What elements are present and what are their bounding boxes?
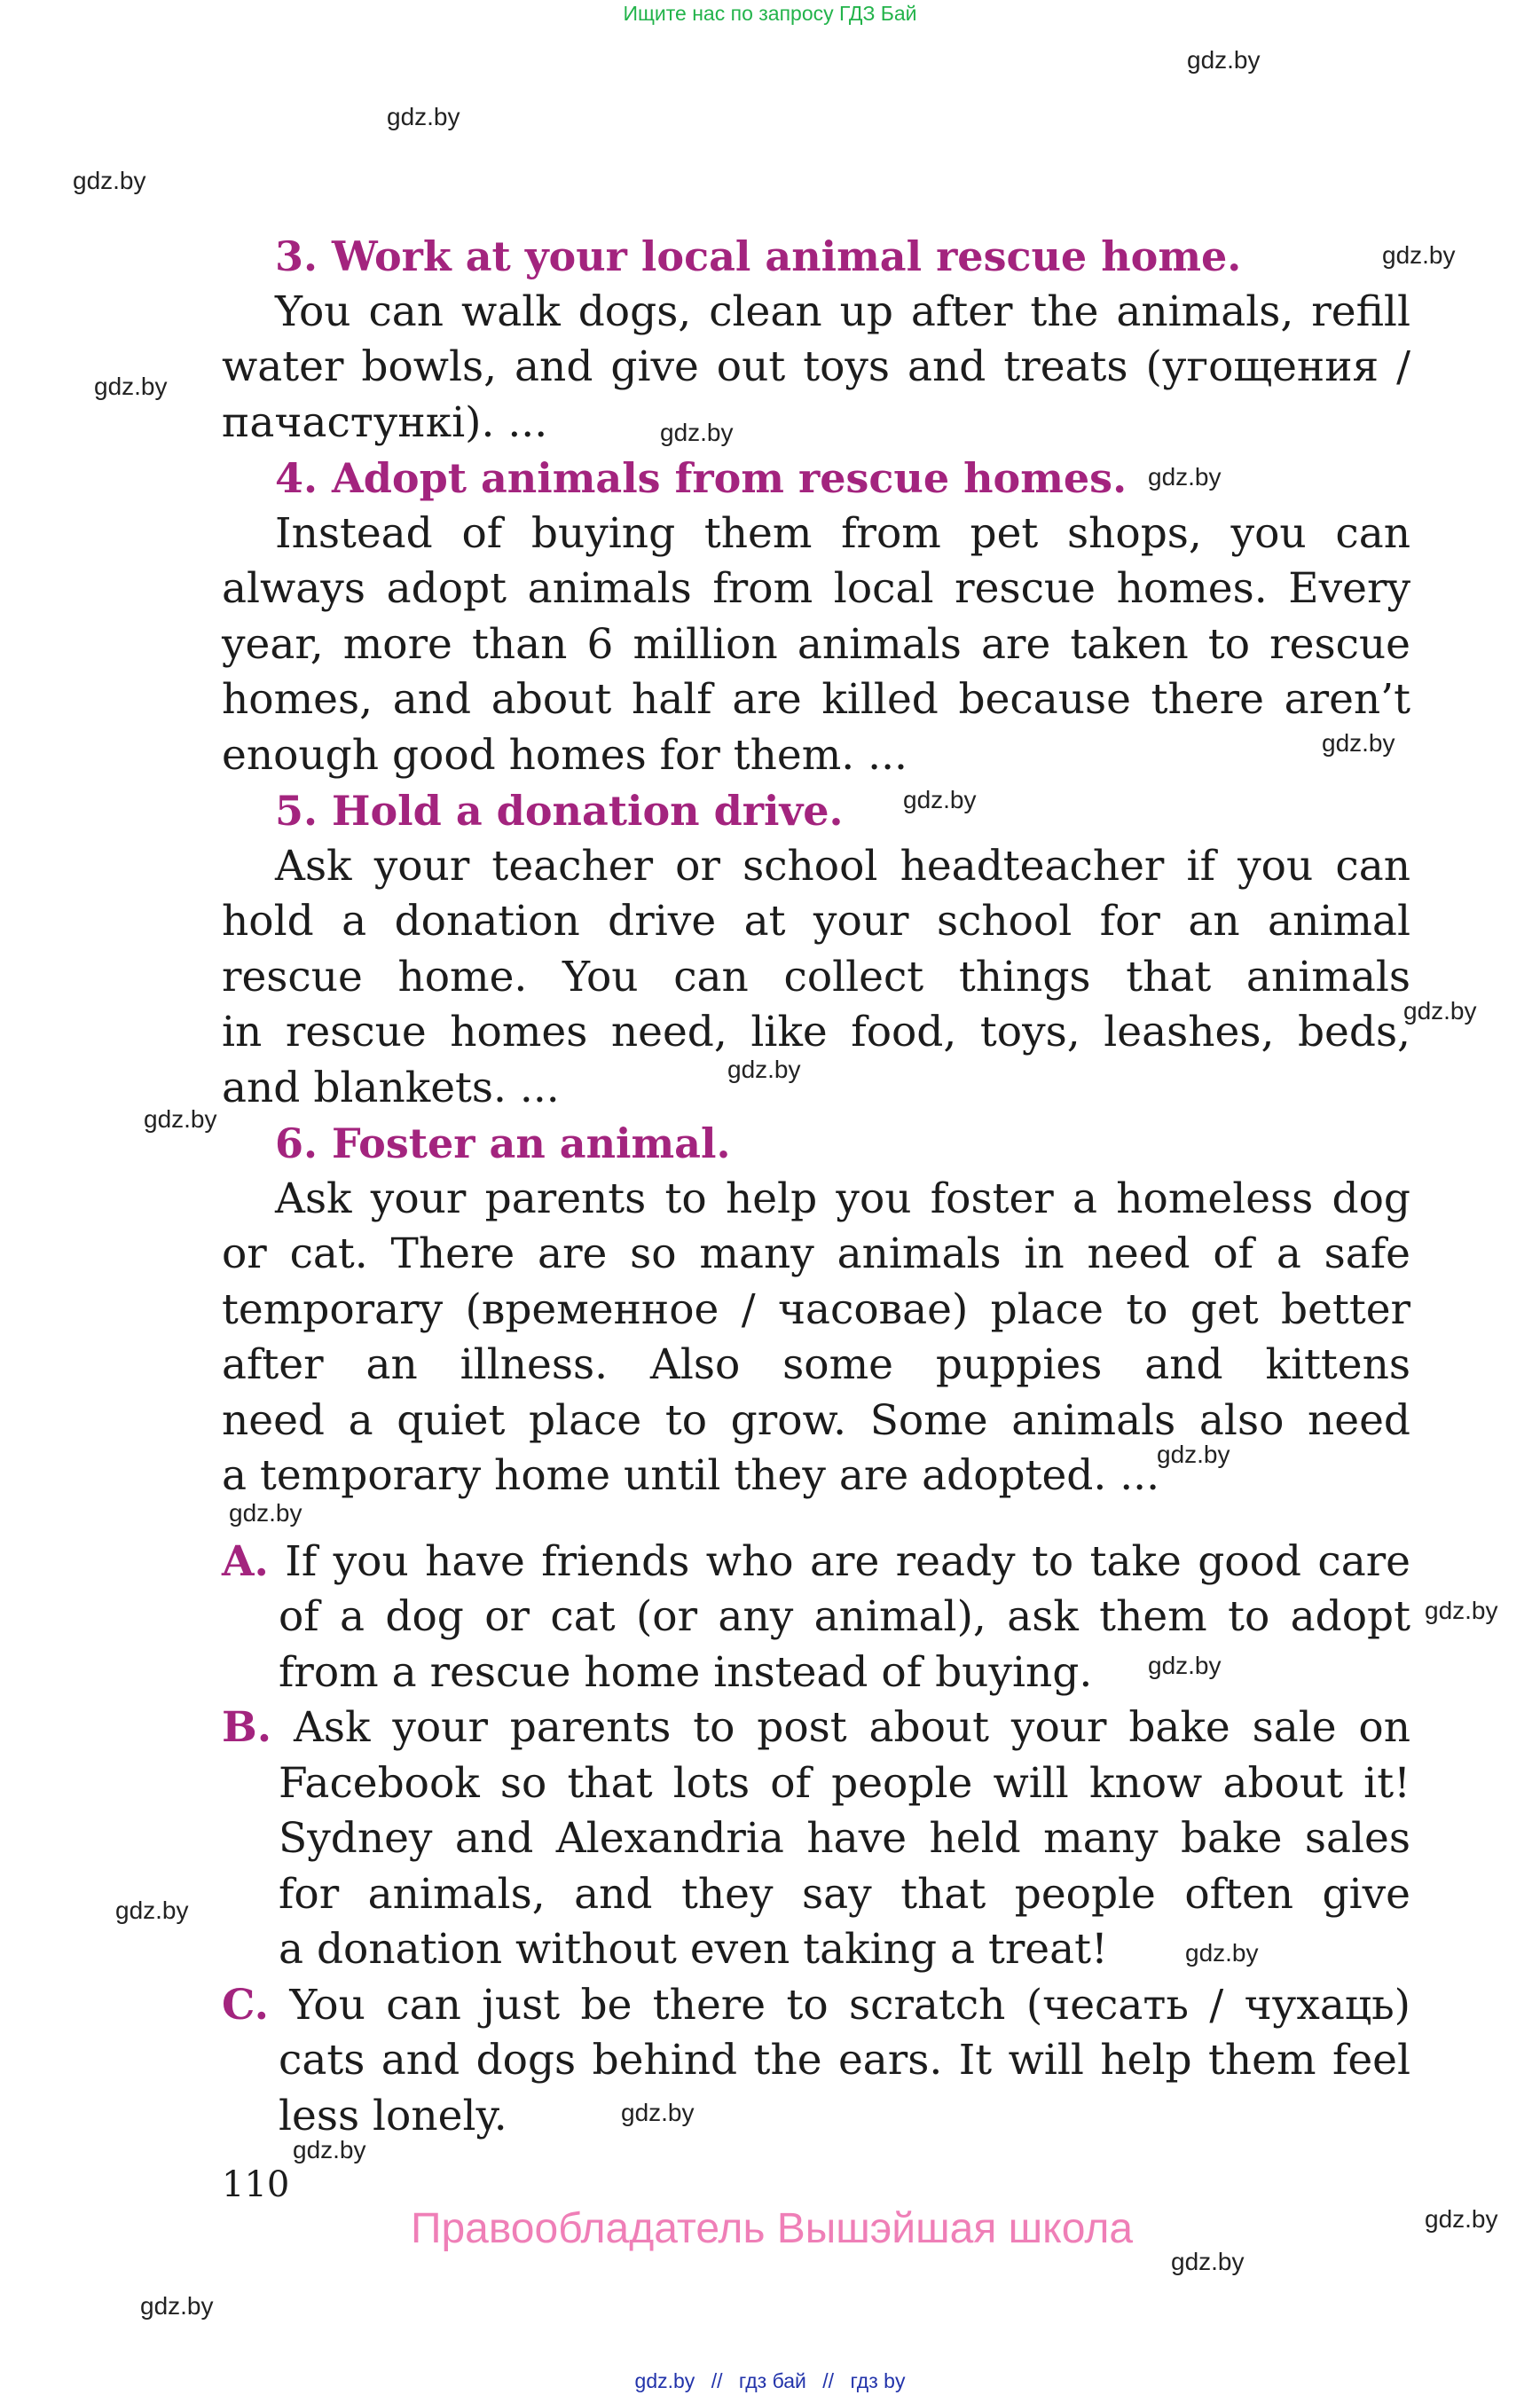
text-line: always adopt animals from local rescue homes. Every bbox=[222, 564, 1410, 613]
watermark: gdz.by bbox=[903, 786, 977, 813]
text-line: or cat. There are so many animals in need of a safe bbox=[222, 1229, 1410, 1278]
bottom-banner bbox=[0, 2369, 1540, 2393]
bottom-banner-separator: // bbox=[711, 2369, 723, 2392]
text-line: Ask your parents to help you foster a homeless dog bbox=[275, 1174, 1410, 1223]
watermark: gdz.by bbox=[1382, 241, 1456, 269]
section-6 bbox=[222, 1116, 1410, 1504]
section-heading: 6. Foster an animal. bbox=[275, 1119, 731, 1167]
text-line: of a dog or cat (or any animal), ask them to adopt bbox=[279, 1592, 1410, 1641]
text-line: year, more than 6 million animals are taken to rescue bbox=[222, 619, 1410, 669]
bottom-banner-link-3[interactable]: гдз by bbox=[850, 2369, 906, 2392]
option-letter: A. bbox=[222, 1536, 269, 1586]
text-line: Sydney and Alexandria have held many bake sales bbox=[279, 1814, 1410, 1863]
watermark: gdz.by bbox=[1157, 1441, 1230, 1468]
watermark: gdz.by bbox=[1185, 1939, 1259, 1967]
watermark: gdz.by bbox=[140, 2292, 214, 2320]
text-line: If you have friends who are ready to take good care bbox=[285, 1536, 1410, 1586]
page-content bbox=[222, 229, 1410, 2144]
option-letter: C. bbox=[222, 1980, 269, 2030]
text-line: Facebook so that lots of people will know about it! bbox=[279, 1758, 1410, 1808]
text-line: пачастункі). ... bbox=[222, 397, 548, 447]
watermark: gdz.by bbox=[115, 1896, 189, 1924]
top-banner: Ищите нас по запросу ГДЗ Бай bbox=[623, 2, 917, 25]
text-line: You can walk dogs, clean up after the animals, refill bbox=[275, 287, 1410, 336]
bottom-banner-link-1[interactable]: gdz.by bbox=[634, 2369, 695, 2392]
watermark: gdz.by bbox=[387, 103, 460, 130]
section-3 bbox=[222, 229, 1410, 451]
option-first-line bbox=[222, 1978, 1410, 2034]
text-line: Instead of buying them from pet shops, you can bbox=[275, 508, 1410, 558]
watermark: gdz.by bbox=[94, 373, 168, 400]
watermark: gdz.by bbox=[1425, 2205, 1498, 2233]
watermark: gdz.by bbox=[621, 2099, 695, 2126]
section-heading: 5. Hold a donation drive. bbox=[275, 787, 844, 835]
option-letter: B. bbox=[222, 1703, 272, 1752]
text-line: hold a donation drive at your school for an animal bbox=[222, 897, 1410, 946]
text-line: temporary (временное / часовае) place to get better bbox=[222, 1284, 1410, 1334]
page-number: 110 bbox=[222, 2164, 290, 2205]
text-line: cats and dogs behind the ears. It will help them feel bbox=[279, 2036, 1410, 2085]
text-line: for animals, and they say that people often give bbox=[279, 1869, 1410, 1919]
watermark: gdz.by bbox=[1425, 1597, 1498, 1624]
text-line: a donation without even taking a treat! bbox=[279, 1925, 1108, 1974]
text-line: in rescue homes need, like food, toys, leashes, beds, bbox=[222, 1008, 1410, 1056]
text-line: from a rescue home instead of buying. bbox=[279, 1647, 1093, 1697]
text-line: and blankets. ... bbox=[222, 1063, 560, 1112]
rights-notice: Правообладатель Вышэйшая школа bbox=[410, 2205, 1134, 2252]
text-line: a temporary home until they are adopted. ... bbox=[222, 1451, 1160, 1500]
bottom-banner-link-2[interactable]: гдз бай bbox=[738, 2369, 806, 2392]
option-c bbox=[222, 1978, 1410, 2145]
watermark: gdz.by bbox=[1171, 2248, 1245, 2275]
watermark: gdz.by bbox=[73, 167, 146, 194]
watermark: gdz.by bbox=[229, 1499, 302, 1527]
watermark: gdz.by bbox=[1148, 463, 1222, 491]
section-4 bbox=[222, 451, 1410, 783]
text-line: Ask your teacher or school headteacher if you can bbox=[275, 841, 1410, 891]
text-line: homes, and about half are killed because there aren’t bbox=[222, 675, 1410, 724]
section-5 bbox=[222, 783, 1410, 1116]
section-heading: 4. Adopt animals from rescue homes. bbox=[275, 454, 1128, 502]
text-line: enough good homes for them. ... bbox=[222, 730, 908, 780]
watermark: gdz.by bbox=[1322, 729, 1395, 757]
text-line: water bowls, and give out toys and treats (угощения / bbox=[222, 342, 1410, 391]
watermark: gdz.by bbox=[660, 419, 734, 446]
option-a bbox=[222, 1535, 1410, 1701]
section-heading: 3. Work at your local animal rescue home. bbox=[275, 232, 1242, 280]
option-b bbox=[222, 1700, 1410, 1978]
text-line: after an illness. Also some puppies and kittens bbox=[222, 1340, 1410, 1389]
text-line: rescue home. You can collect things that animals bbox=[222, 952, 1410, 1001]
bottom-banner-separator: // bbox=[822, 2369, 835, 2392]
option-first-line bbox=[222, 1535, 1410, 1590]
watermark: gdz.by bbox=[1187, 46, 1261, 74]
watermark: gdz.by bbox=[1148, 1652, 1222, 1679]
watermark: gdz.by bbox=[727, 1056, 801, 1083]
watermark: gdz.by bbox=[293, 2136, 366, 2163]
text-line: need a quiet place to grow. Some animals also need bbox=[222, 1395, 1410, 1445]
text-line: You can just be there to scratch (чесать / чухаць) bbox=[289, 1980, 1410, 2030]
watermark: gdz.by bbox=[1403, 997, 1477, 1025]
option-first-line bbox=[222, 1700, 1410, 1756]
text-line: Ask your parents to post about your bake sale on bbox=[293, 1703, 1410, 1752]
watermark: gdz.by bbox=[144, 1105, 217, 1133]
text-line: less lonely. bbox=[279, 2091, 507, 2140]
